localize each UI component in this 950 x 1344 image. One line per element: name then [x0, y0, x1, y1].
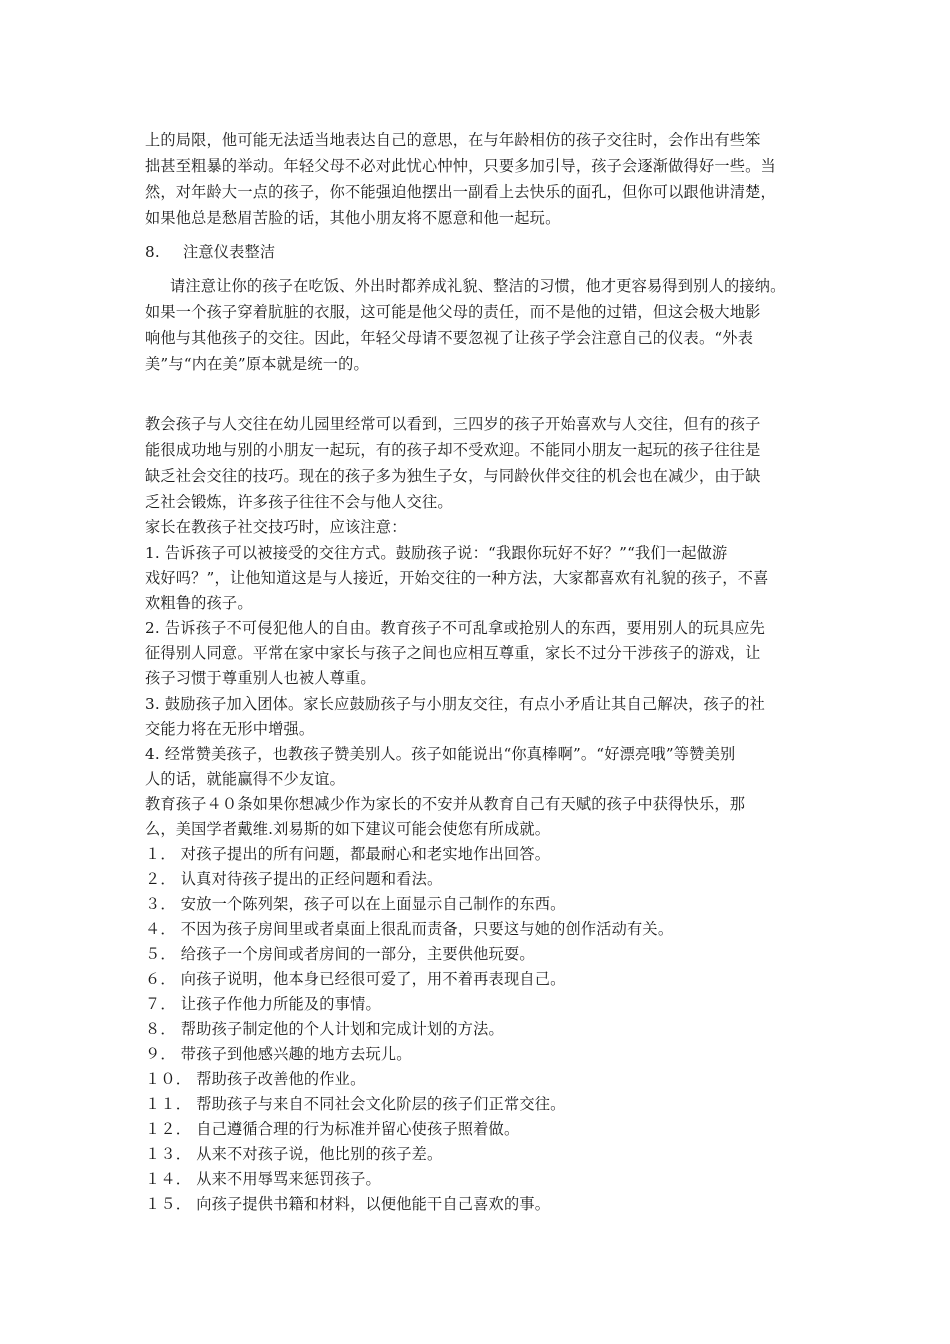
list-item: ３． 安放一个陈列架，孩子可以在上面显示自己制作的东西。: [145, 895, 566, 913]
list-item: ８． 帮助孩子制定他的个人计划和完成计划的方法。: [145, 1020, 504, 1038]
list-item: ４． 不因为孩子房间里或者桌面上很乱而责备，只要这与她的创作活动有关。: [145, 920, 674, 938]
paragraph-line: 能很成功地与别的小朋友一起玩，有的孩子却不受欢迎。不能同小朋友一起玩的孩子往往是: [145, 441, 761, 459]
list-item: １５． 向孩子提供书籍和材料，以便他能干自己喜欢的事。: [145, 1195, 551, 1213]
list-item: ５． 给孩子一个房间或者房间的一部分，主要供他玩耍。: [145, 945, 535, 963]
paragraph-line: 然，对年龄大一点的孩子，你不能强迫他摆出一副看上去快乐的面孔，但你可以跟他讲清楚，: [145, 183, 776, 201]
tip-line: 戏好吗？”，让他知道这是与人接近，开始交往的一种方法，大家都喜欢有礼貌的孩子，不喜: [145, 569, 769, 587]
paragraph-line: 么，美国学者戴维.刘易斯的如下建议可能会使您有所成就。: [145, 820, 551, 838]
tip-line: 2. 告诉孩子不可侵犯他人的自由。教育孩子不可乱拿或抢别人的东西，要用别人的玩具应先: [145, 619, 766, 637]
paragraph-line: 如果一个孩子穿着肮脏的衣服，这可能是他父母的责任，而不是他的过错，但这会极大地影: [145, 303, 761, 321]
paragraph-line: 拙甚至粗暴的举动。年轻父母不必对此忧心忡忡，只要多加引导，孩子会逐渐做得好一些。当: [145, 157, 776, 175]
paragraph-line: 如果他总是愁眉苦脸的话，其他小朋友将不愿意和他一起玩。: [145, 209, 561, 227]
list-item: １３． 从来不对孩子说，他比别的孩子差。: [145, 1145, 443, 1163]
paragraph-line: 家长在教孩子社交技巧时，应该注意：: [145, 518, 407, 536]
section-heading-number: 8.: [145, 243, 160, 261]
list-item: ９． 带孩子到他感兴趣的地方去玩儿。: [145, 1045, 412, 1063]
section-heading-title: 注意仪表整洁: [183, 243, 276, 261]
paragraph-line: 教会孩子与人交往在幼儿园里经常可以看到，三四岁的孩子开始喜欢与人交往，但有的孩子: [145, 415, 761, 433]
tip-line: 征得别人同意。平常在家中家长与孩子之间也应相互尊重，家长不过分干涉孩子的游戏，让: [145, 644, 761, 662]
list-item: ７． 让孩子作他力所能及的事情。: [145, 995, 381, 1013]
tip-line: 4. 经常赞美孩子，也教孩子赞美别人。孩子如能说出“你真棒啊”。“好漂亮哦”等赞美别: [145, 745, 736, 763]
list-item: １２． 自己遵循合理的行为标准并留心使孩子照着做。: [145, 1120, 520, 1138]
list-item: １． 对孩子提出的所有问题，都最耐心和老实地作出回答。: [145, 845, 551, 863]
list-item: １１． 帮助孩子与来自不同社会文化阶层的孩子们正常交往。: [145, 1095, 566, 1113]
paragraph-line: 教育孩子４０条如果你想减少作为家长的不安并从教育自己有天赋的孩子中获得快乐，那: [145, 795, 746, 813]
paragraph-line: 上的局限，他可能无法适当地表达自己的意思，在与年龄相仿的孩子交往时，会作出有些笨: [145, 131, 761, 149]
paragraph-line: 请注意让你的孩子在吃饭、外出时都养成礼貌、整洁的习惯，他才更容易得到别人的接纳。: [170, 277, 786, 295]
list-item: ６． 向孩子说明，他本身已经很可爱了，用不着再表现自己。: [145, 970, 566, 988]
tip-line: 交能力将在无形中增强。: [145, 720, 315, 738]
paragraph-line: 乏社会锻炼，许多孩子往往不会与他人交往。: [145, 493, 453, 511]
list-item: １４． 从来不用辱骂来惩罚孩子。: [145, 1170, 381, 1188]
list-item: ２． 认真对待孩子提出的正经问题和看法。: [145, 870, 443, 888]
paragraph-line: 响他与其他孩子的交往。因此，年轻父母请不要忽视了让孩子学会注意自己的仪表。“外表: [145, 329, 754, 347]
paragraph-line: 缺乏社会交往的技巧。现在的孩子多为独生子女，与同龄伙伴交往的机会也在减少，由于缺: [145, 467, 761, 485]
tip-line: 孩子习惯于尊重别人也被人尊重。: [145, 669, 376, 687]
list-item: １０． 帮助孩子改善他的作业。: [145, 1070, 366, 1088]
tip-line: 3. 鼓励孩子加入团体。家长应鼓励孩子与小朋友交往，有点小矛盾让其自己解决，孩子的社: [145, 695, 766, 713]
tip-line: 1. 告诉孩子可以被接受的交往方式。鼓励孩子说：“我跟你玩好不好？”“我们一起做游: [145, 544, 728, 562]
tip-line: 人的话，就能赢得不少友谊。: [145, 770, 346, 788]
tip-line: 欢粗鲁的孩子。: [145, 594, 253, 612]
paragraph-line: 美”与“内在美”原本就是统一的。: [145, 355, 369, 373]
